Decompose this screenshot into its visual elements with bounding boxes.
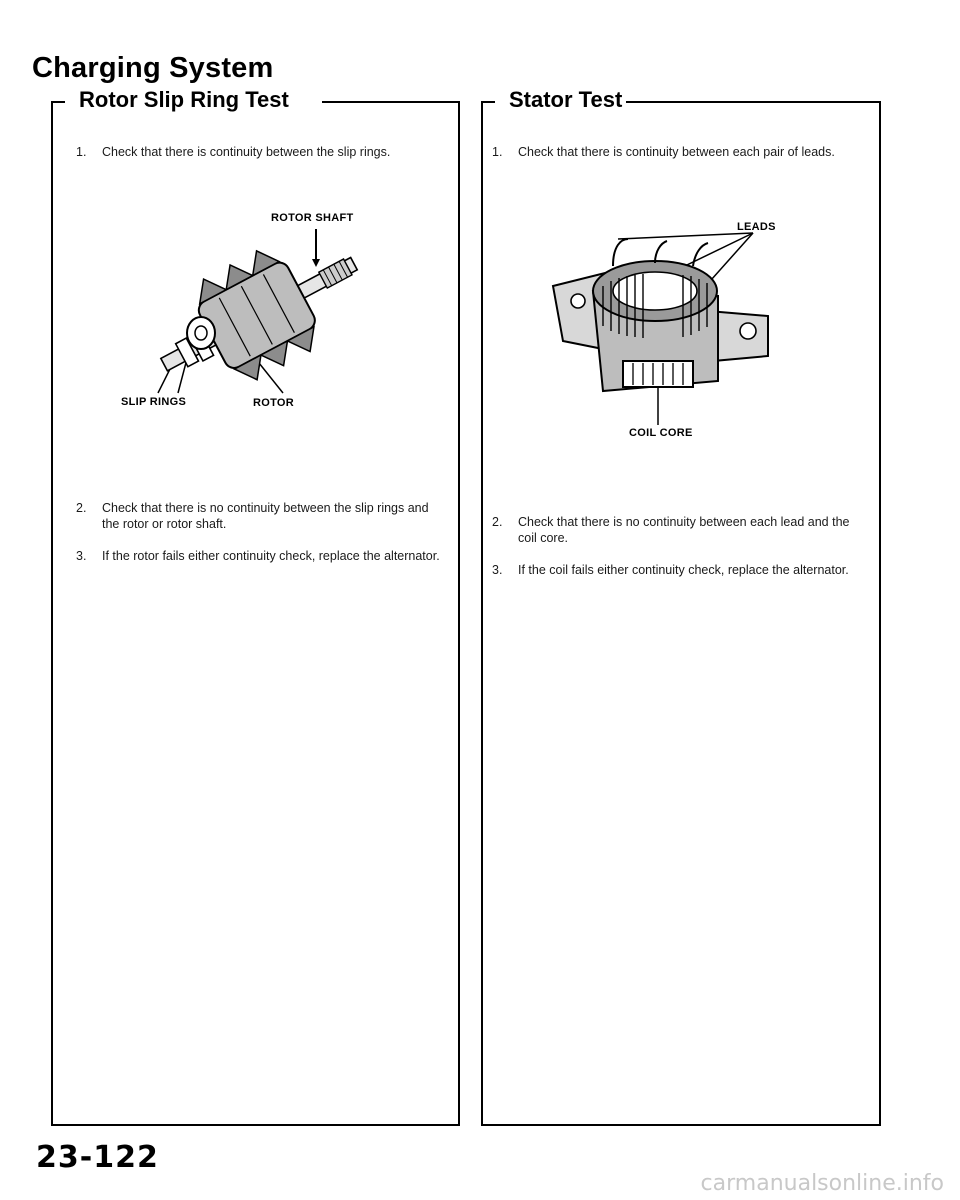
step-number: 3.	[492, 563, 503, 577]
page-number: 23-122	[36, 1140, 159, 1175]
leads-label: LEADS	[737, 221, 776, 233]
step-text: Check that there is continuity between each pair of leads.	[518, 145, 835, 159]
step-text: Check that there is no continuity between the slip rings and the rotor or rotor shaft.	[102, 501, 429, 531]
rotor-section-title: Rotor Slip Ring Test	[75, 87, 293, 113]
stator-step-1	[492, 144, 863, 160]
stator-step-2	[492, 514, 863, 546]
rotor-label: ROTOR	[253, 397, 295, 409]
section-border-right-line	[610, 101, 881, 103]
stator-test-section	[481, 87, 881, 1126]
coil-core-label: COIL CORE	[629, 427, 693, 439]
rotor-shaft-label: ROTOR SHAFT	[271, 212, 354, 224]
rotor-step-1	[76, 144, 447, 160]
stator-section-title: Stator Test	[505, 87, 626, 113]
step-number: 1.	[76, 145, 87, 159]
rotor-slip-ring-test-section	[51, 87, 460, 1126]
rotor-illustration	[133, 225, 363, 400]
section-border-left-stub	[51, 101, 65, 103]
step-text: Check that there is no continuity between each lead and the coil core.	[518, 515, 850, 545]
step-number: 2.	[492, 515, 503, 529]
step-text: If the rotor fails either continuity check, replace the alternator.	[102, 549, 440, 563]
section-border-left-stub	[481, 101, 495, 103]
step-number: 2.	[76, 501, 87, 515]
step-text: If the coil fails either continuity check, replace the alternator.	[518, 563, 849, 577]
stator-illustration	[543, 231, 783, 426]
step-number: 1.	[492, 145, 503, 159]
page-title: Charging System	[32, 52, 274, 84]
section-border-right-line	[322, 101, 460, 103]
slip-rings-label: SLIP RINGS	[121, 396, 187, 408]
rotor-step-3	[76, 548, 447, 564]
step-text: Check that there is continuity between the slip rings.	[102, 145, 391, 159]
step-number: 3.	[76, 549, 87, 563]
watermark: carmanualsonline.info	[700, 1171, 944, 1196]
stator-step-3	[492, 562, 863, 578]
rotor-step-2	[76, 500, 447, 532]
